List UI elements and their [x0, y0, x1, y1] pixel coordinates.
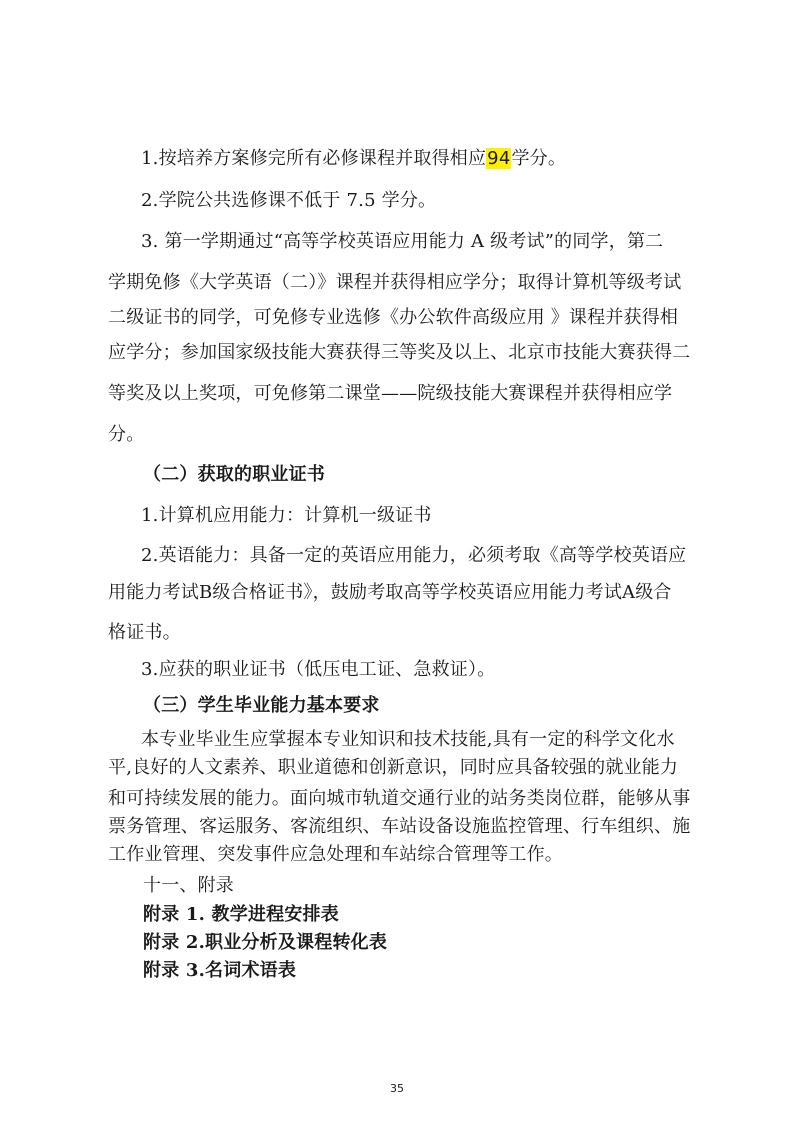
- ability-paragraph-line: 平,良好的人文素养、职业道德和创新意识，同时应具备较强的就业能力: [108, 757, 679, 778]
- certificate-item-2-line: 格证书。: [108, 622, 181, 643]
- requirement-1-suffix: 学分。: [511, 148, 567, 169]
- section-3-heading: （三）学生毕业能力基本要求: [143, 695, 380, 716]
- requirement-1: [141, 146, 566, 172]
- appendix-item: 附录 1. 教学进程安排表: [143, 904, 339, 925]
- requirement-3-line: 二级证书的同学，可免修专业选修《办公软件高级应用 》课程并获得相: [108, 307, 679, 328]
- requirement-3-line: 学期免修《大学英语（二）》课程并获得相应学分；取得计算机等级考试: [108, 272, 682, 293]
- requirement-3-line: 应学分；参加国家级技能大赛获得三等奖及以上、北京市技能大赛获得二: [108, 342, 691, 363]
- ability-paragraph-line: 票务管理、客运服务、客流组织、车站设备设施监控管理、行车组织、施: [108, 816, 691, 837]
- certificate-item-2-line: 用能力考试B级合格证书》，鼓励考取高等学校英语应用能力考试A级合: [108, 582, 672, 603]
- ability-paragraph-line: 本专业毕业生应掌握本专业知识和技术技能,具有一定的科学文化水: [141, 729, 675, 750]
- certificate-item-3: 3.应获的职业证书（低压电工证、急救证）。: [141, 659, 496, 680]
- ability-paragraph-line: 工作业管理、突发事件应急处理和车站综合管理等工作。: [108, 844, 563, 865]
- appendix-item: 附录 3.名词术语表: [143, 960, 297, 981]
- certificate-item-1: 1.计算机应用能力：计算机一级证书: [141, 505, 432, 526]
- certificate-item-2-line: 2.英语能力：具备一定的英语应用能力，必须考取《高等学校英语应: [141, 545, 687, 566]
- page-number: 35: [390, 1082, 404, 1095]
- requirement-1-text: 1.按培养方案修完所有必修课程并取得相应: [141, 148, 487, 169]
- requirement-3-line: 3. 第一学期通过“高等学校英语应用能力 A 级考试”的同学，第二: [141, 231, 664, 252]
- ability-paragraph-line: 和可持续发展的能力。面向城市轨道交通行业的站务类岗位群，能够从事: [108, 788, 691, 809]
- requirement-2: 2.学院公共选修课不低于 7.5 学分。: [141, 190, 437, 211]
- requirement-3-line: 等奖及以上奖项，可免修第二课堂——院级技能大赛课程并获得相应学: [108, 383, 673, 404]
- highlighted-credit-value: 94: [487, 148, 511, 169]
- appendix-heading: 十一、附录: [143, 875, 234, 896]
- appendix-item: 附录 2.职业分析及课程转化表: [143, 932, 388, 953]
- section-2-heading: （二）获取的职业证书: [143, 464, 325, 485]
- requirement-3-line: 分。: [108, 424, 145, 445]
